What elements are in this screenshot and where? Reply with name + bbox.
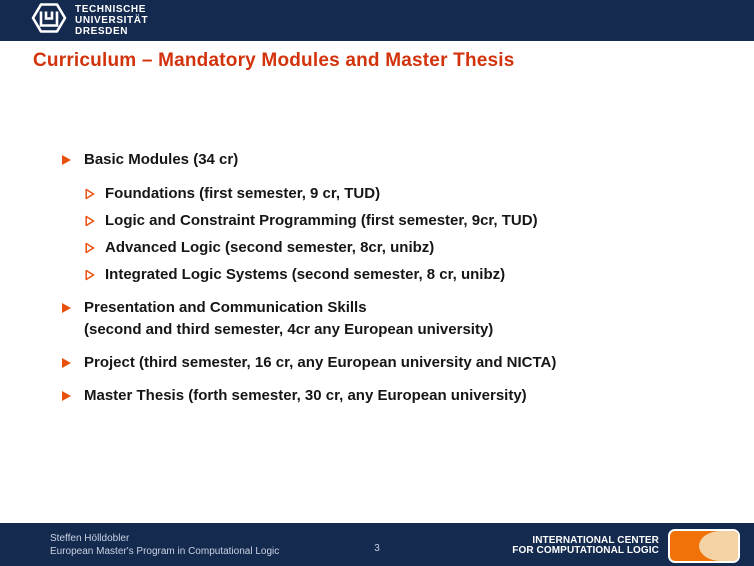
page-number: 3	[374, 543, 380, 554]
list-item-text: Logic and Constraint Programming (first semester, 9cr, TUD)	[105, 212, 538, 229]
list-item-text: Foundations (first semester, 9 cr, TUD)	[105, 185, 381, 202]
university-name-line3: DRESDEN	[75, 26, 129, 37]
bullet-filled-triangle-icon	[62, 299, 84, 313]
university-name-line1: TECHNISCHE	[75, 4, 147, 15]
program-name: European Master's Program in Computational Logic	[50, 545, 280, 557]
list-item	[62, 387, 734, 405]
list-item-text: Project (third semester, 16 cr, any European university and NICTA)	[84, 354, 557, 371]
org-name	[512, 536, 659, 557]
iccl-logo-icon	[668, 529, 740, 563]
list-item-text-line1: Presentation and Communication Skills	[84, 299, 367, 316]
bullet-hollow-triangle-icon	[85, 239, 105, 254]
list-item	[62, 354, 734, 372]
bullet-hollow-triangle-icon	[85, 266, 105, 281]
list-item-text	[84, 299, 493, 339]
page-title: Curriculum – Mandatory Modules and Master Thesis	[33, 50, 515, 71]
iccl-logo-peach-shape	[699, 531, 738, 561]
bullet-hollow-triangle-icon	[85, 185, 105, 200]
bullet-filled-triangle-icon	[62, 387, 84, 401]
bullet-list	[62, 151, 734, 405]
list-item	[62, 185, 734, 203]
org-name-line2: FOR COMPUTATIONAL LOGIC	[512, 545, 659, 556]
header-bar	[0, 0, 754, 41]
tu-dresden-logo	[30, 0, 148, 41]
list-item	[62, 299, 734, 339]
list-item-text: Integrated Logic Systems (second semester, 8 cr, unibz)	[105, 266, 506, 283]
list-item-text: Basic Modules (34 cr)	[84, 151, 239, 168]
list-item	[62, 239, 734, 257]
list-item	[62, 212, 734, 230]
footer-bar	[0, 523, 754, 566]
footer-org-block	[512, 529, 740, 563]
bullet-hollow-triangle-icon	[85, 212, 105, 227]
list-item-text: Advanced Logic (second semester, 8cr, unibz)	[105, 239, 435, 256]
bullet-filled-triangle-icon	[62, 354, 84, 368]
list-item-text-line2: (second and third semester, 4cr any European university)	[84, 321, 494, 338]
author-name: Steffen Hölldobler	[50, 533, 130, 544]
university-name	[75, 4, 148, 37]
university-name-line2: UNIVERSITÄT	[75, 15, 149, 26]
bullet-filled-triangle-icon	[62, 151, 84, 165]
list-item	[62, 151, 734, 169]
list-item	[62, 266, 734, 284]
list-item-text: Master Thesis (forth semester, 30 cr, any European university)	[84, 387, 527, 404]
tu-dresden-emblem-icon	[30, 0, 68, 41]
org-name-line1: INTERNATIONAL CENTER	[532, 534, 659, 546]
